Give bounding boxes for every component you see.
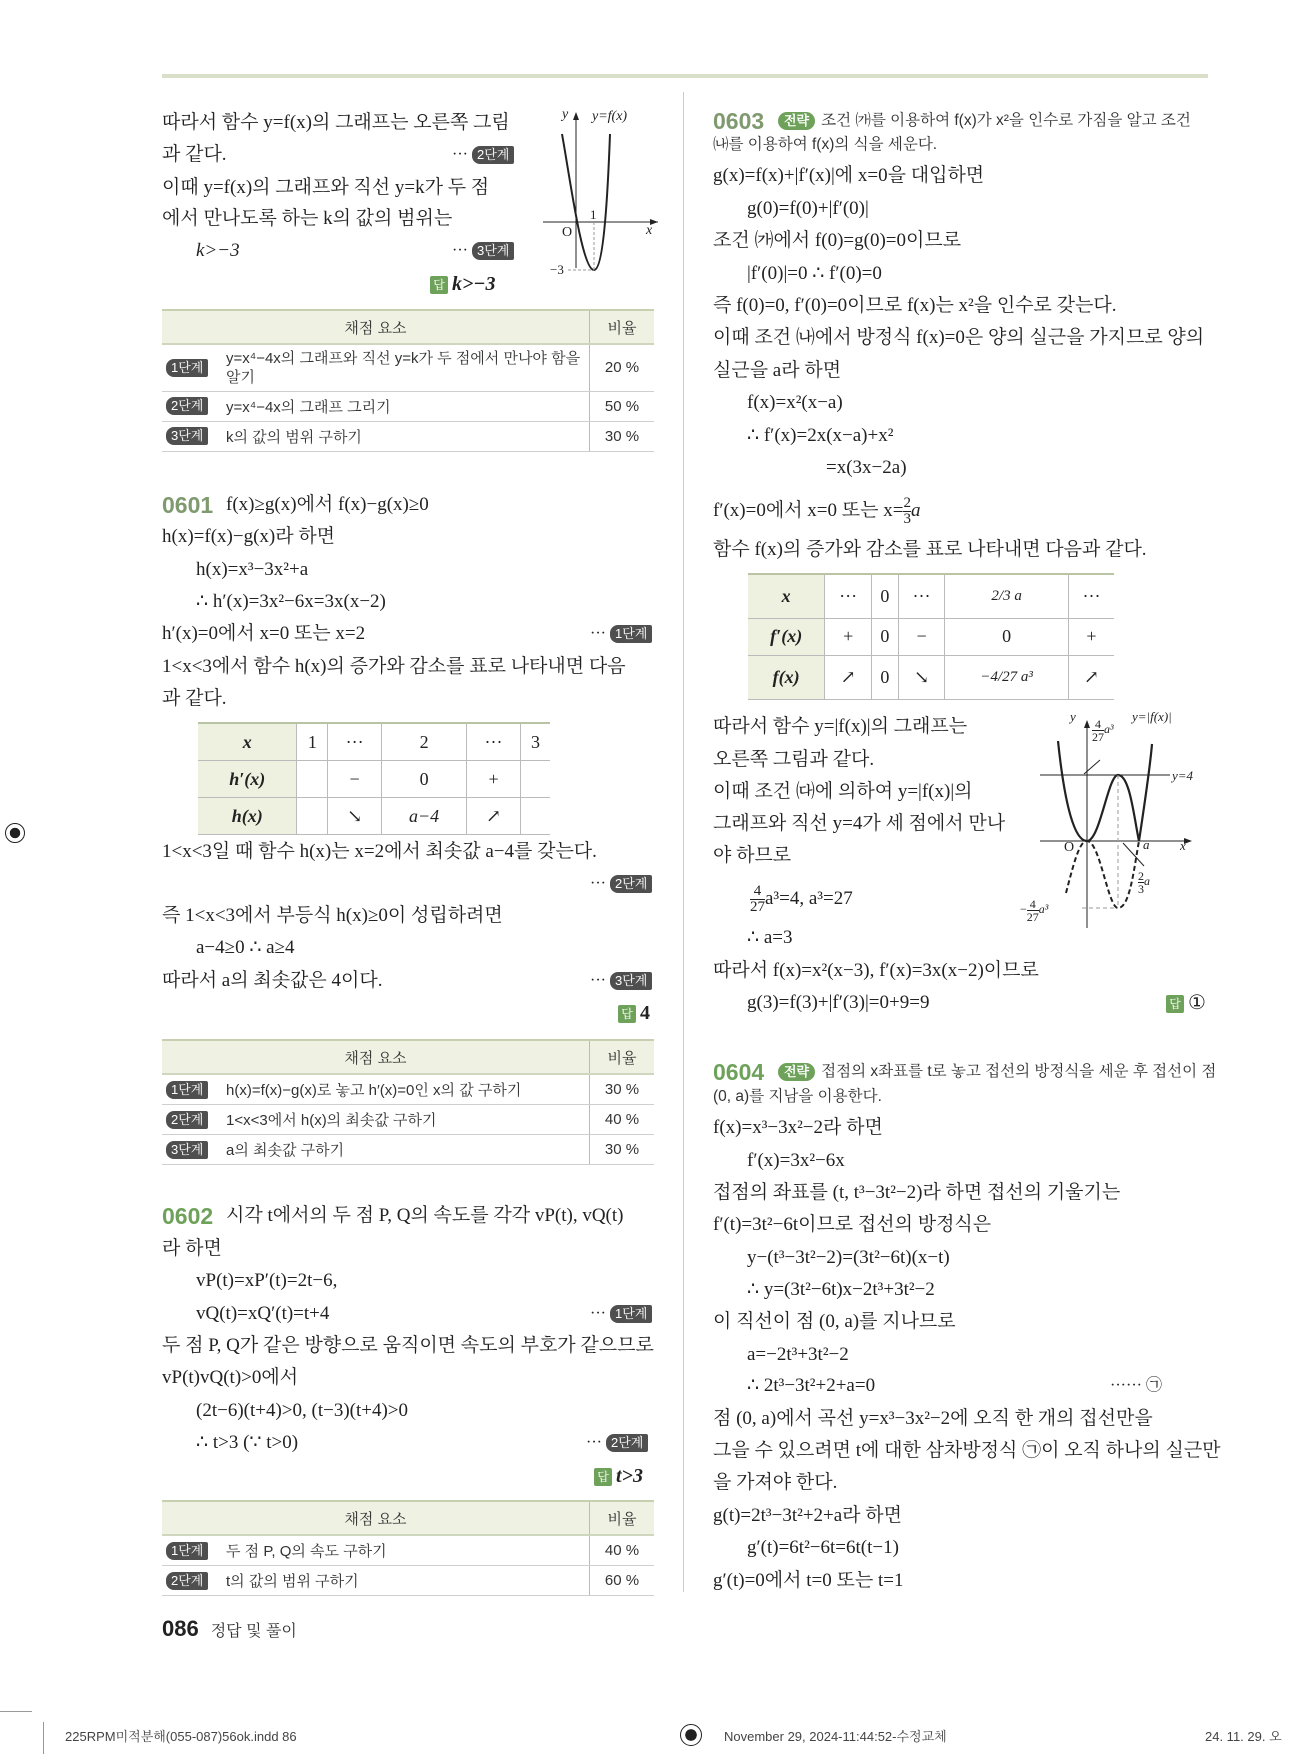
text-line: 이때 조건 ㈐에 의하여 y=|f(x)|의 bbox=[713, 781, 973, 802]
step-tag: 2단계 bbox=[166, 397, 208, 415]
cell: 0 bbox=[945, 618, 1069, 655]
criteria: 알기 bbox=[226, 368, 255, 386]
step-tag: 2단계 bbox=[166, 1111, 208, 1129]
answer-value: k>−3 bbox=[452, 273, 496, 295]
cell: 1 bbox=[297, 723, 328, 761]
answer-icon: 답 bbox=[430, 276, 448, 294]
cell: ··· bbox=[825, 574, 872, 618]
text-line: 즉 1<x<3에서 부등식 h(x)≥0이 성립하려면 bbox=[162, 905, 503, 926]
text-line: 과 같다. bbox=[162, 688, 227, 709]
header-criteria: 채점 요소 bbox=[162, 1040, 590, 1074]
criteria: 두 점 P, Q의 속도 구하기 bbox=[222, 1535, 590, 1566]
scoring-table bbox=[162, 1500, 654, 1596]
y-axis-arrow-icon bbox=[573, 112, 579, 120]
header-ratio: 비율 bbox=[590, 1040, 655, 1074]
cell: 2 bbox=[382, 723, 467, 761]
step-marker: ··· 2단계 bbox=[590, 871, 652, 897]
top-rule bbox=[162, 74, 1208, 78]
denominator: 27 bbox=[1092, 729, 1104, 744]
leader-line bbox=[1084, 760, 1100, 774]
math-line: a=−2t³+3t²−2 bbox=[747, 1344, 849, 1365]
ratio: 50 % bbox=[590, 391, 655, 421]
print-info-date: 24. 11. 29. 오 bbox=[1205, 1729, 1282, 1744]
math-line: ∴ t>3 (∵ t>0) bbox=[196, 1432, 299, 1453]
numerator: 2 bbox=[1138, 868, 1144, 883]
ratio: 30 % bbox=[590, 1135, 655, 1165]
cell: + bbox=[825, 618, 872, 655]
page-footer bbox=[162, 1616, 297, 1642]
math-line: h(x)=x³−3x²+a bbox=[196, 559, 309, 580]
cell: 3 bbox=[520, 723, 550, 761]
denominator: 3 bbox=[903, 511, 911, 527]
ratio: 40 % bbox=[590, 1105, 655, 1135]
header-ratio: 비율 bbox=[590, 310, 655, 344]
variation-table bbox=[748, 573, 1114, 700]
cell bbox=[520, 798, 550, 835]
answer bbox=[1166, 990, 1206, 1016]
cell: ··· bbox=[467, 723, 521, 761]
criteria: t의 값의 범위 구하기 bbox=[222, 1566, 590, 1596]
graph-f bbox=[540, 108, 660, 278]
cell: ↗ bbox=[467, 798, 521, 835]
table-row bbox=[198, 761, 550, 798]
text-line: 함수 f(x)의 증가와 감소를 표로 나타내면 다음과 같다. bbox=[713, 539, 1147, 560]
numerator: 4 bbox=[1029, 896, 1036, 911]
step-tag: 1단계 bbox=[610, 625, 652, 643]
leader-line bbox=[1123, 843, 1144, 866]
text-line: 시각 t에서의 두 점 P, Q의 속도를 각각 vP(t), vQ(t) bbox=[226, 1205, 624, 1226]
table-row bbox=[198, 798, 550, 835]
curve-solid bbox=[1058, 741, 1152, 841]
step-tag: 1단계 bbox=[166, 1542, 208, 1560]
cell: − bbox=[328, 761, 382, 798]
answer bbox=[594, 1463, 643, 1489]
equation-marker: ······ ㉠ bbox=[1110, 1377, 1162, 1394]
table-row bbox=[162, 344, 654, 391]
text-line: 라 하면 bbox=[162, 1238, 222, 1259]
print-info-file: 225RPM미적분해(055-087)56ok.indd 86 bbox=[65, 1729, 297, 1744]
math-line: g′(t)=6t²−6t=6t(t−1) bbox=[747, 1537, 899, 1558]
text-line: 두 점 P, Q가 같은 방향으로 움직이면 속도의 부호가 같으므로 bbox=[162, 1335, 654, 1356]
max-label bbox=[1092, 716, 1114, 743]
cell: ↗ bbox=[825, 655, 872, 699]
table-row bbox=[162, 1105, 654, 1135]
table-row bbox=[748, 618, 1114, 655]
denominator: 3 bbox=[1138, 881, 1144, 896]
math-text: a³=4, a³=27 bbox=[765, 887, 853, 909]
cell: ↘ bbox=[328, 798, 382, 835]
ratio: 40 % bbox=[590, 1535, 655, 1566]
step-tag: 3단계 bbox=[166, 1141, 208, 1159]
text-line: 따라서 a의 최솟값은 4이다. bbox=[162, 970, 383, 991]
text-line: g(x)=f(x)+|f′(x)|에 x=0을 대입하면 bbox=[713, 165, 985, 186]
cell: 0 bbox=[872, 574, 899, 618]
cell: ··· bbox=[898, 574, 945, 618]
cell: + bbox=[467, 761, 521, 798]
ratio: 20 % bbox=[590, 344, 655, 391]
crop-mark bbox=[43, 1722, 44, 1754]
header-criteria: 채점 요소 bbox=[162, 310, 590, 344]
text: f′(x)=0에서 x=0 또는 x= bbox=[713, 499, 904, 521]
strategy-text: 접점의 x좌표를 t로 놓고 접선의 방정식을 세운 후 접선이 점 bbox=[821, 1063, 1217, 1080]
curve-dashed bbox=[1066, 841, 1139, 908]
text-line: h′(x)=0에서 x=0 또는 x=2 bbox=[162, 623, 366, 644]
curve bbox=[562, 134, 610, 270]
strategy-line bbox=[778, 108, 1191, 134]
answer bbox=[430, 271, 496, 297]
numerator: 4 bbox=[1095, 716, 1101, 731]
text-line: 이때 조건 ㈏에서 방정식 f(x)=0은 양의 실근을 가지므로 양의 bbox=[713, 327, 1205, 348]
math-line: f(x)=x²(x−a) bbox=[747, 392, 843, 413]
math-line: |f′(0)|=0 ∴ f′(0)=0 bbox=[747, 263, 882, 284]
answer-icon: 답 bbox=[1166, 995, 1184, 1013]
cell bbox=[297, 798, 328, 835]
table-row bbox=[198, 723, 550, 761]
text-line: 점 (0, a)에서 곡선 y=x³−3x²−2에 오직 한 개의 접선만을 bbox=[713, 1408, 1153, 1429]
step-tag: 2단계 bbox=[606, 1434, 648, 1452]
cell: − bbox=[898, 618, 945, 655]
answer-icon: 답 bbox=[594, 1468, 612, 1486]
step-marker: ··· 1단계 bbox=[590, 1301, 652, 1327]
cell: x bbox=[748, 574, 825, 618]
registration-mark-icon bbox=[680, 1724, 702, 1746]
cell bbox=[297, 761, 328, 798]
step-tag: 2단계 bbox=[610, 875, 652, 893]
step-marker: ··· 3단계 bbox=[590, 968, 652, 994]
criteria: h(x)=f(x)−g(x)로 놓고 h′(x)=0인 x의 값 구하기 bbox=[222, 1074, 590, 1105]
text-line: 실근을 a라 하면 bbox=[713, 360, 842, 381]
curve-label: y=|f(x)| bbox=[1132, 709, 1172, 724]
answer-value: 4 bbox=[640, 1002, 650, 1024]
step-marker: ··· 2단계 bbox=[586, 1430, 648, 1456]
answer bbox=[618, 1000, 650, 1026]
step-tag: 1단계 bbox=[166, 359, 208, 377]
dots: ··· bbox=[452, 146, 468, 163]
answer-value: t>3 bbox=[616, 1465, 643, 1487]
table-row bbox=[162, 421, 654, 451]
y-axis-arrow-icon bbox=[1084, 720, 1090, 728]
x-axis-label: x bbox=[1180, 838, 1186, 853]
ratio: 60 % bbox=[590, 1566, 655, 1596]
fraction bbox=[903, 496, 911, 527]
numerator: 4 bbox=[753, 883, 762, 899]
variation-table bbox=[198, 722, 550, 835]
text-line: f(x)≥g(x)에서 f(x)−g(x)≥0 bbox=[226, 494, 429, 515]
text-line: 그을 수 있으려면 t에 대한 삼차방정식 ㉠이 오직 하나의 실근만 bbox=[713, 1440, 1221, 1461]
text-line: 1<x<3일 때 함수 h(x)는 x=2에서 최솟값 a−4를 갖는다. bbox=[162, 841, 597, 862]
step-tag: 3단계 bbox=[472, 242, 514, 260]
vertex-x-label bbox=[1138, 868, 1150, 895]
math-line: g(3)=f(3)+|f′(3)|=0+9=9 bbox=[747, 992, 930, 1013]
math-line: vQ(t)=xQ′(t)=t+4 bbox=[196, 1303, 330, 1324]
cell: + bbox=[1068, 618, 1114, 655]
origin-label: O bbox=[1064, 840, 1075, 855]
strategy-badge: 전략 bbox=[778, 1063, 815, 1081]
cell: ↗ bbox=[1068, 655, 1114, 699]
math-line: ∴ h′(x)=3x²−6x=3x(x−2) bbox=[196, 591, 386, 612]
text-line: 에서 만나도록 하는 k의 값의 범위는 bbox=[162, 208, 453, 229]
cell: ··· bbox=[1068, 574, 1114, 618]
criteria: k의 값의 범위 구하기 bbox=[222, 421, 590, 451]
text-line: 야 하므로 bbox=[713, 845, 792, 866]
text-line: 과 같다. bbox=[162, 144, 227, 165]
variable: a³ bbox=[1038, 902, 1049, 916]
header-criteria: 채점 요소 bbox=[162, 1501, 590, 1535]
graph-abs-f bbox=[1020, 708, 1210, 930]
tick-label: 1 bbox=[590, 207, 597, 222]
text-line: 조건 ㈎에서 f(0)=g(0)=0이므로 bbox=[713, 230, 962, 251]
math-line: g(0)=f(0)+|f′(0)| bbox=[747, 198, 869, 219]
numerator: 2 bbox=[903, 495, 911, 511]
table-row bbox=[748, 574, 1114, 618]
section-title: 정답 및 풀이 bbox=[210, 1623, 297, 1640]
cell: h′(x) bbox=[198, 761, 297, 798]
cell: ··· bbox=[328, 723, 382, 761]
text-line: 이 직선이 점 (0, a)를 지나므로 bbox=[713, 1311, 956, 1332]
cell: 0 bbox=[872, 655, 899, 699]
math-line: ∴ a=3 bbox=[747, 927, 793, 948]
strategy-badge: 전략 bbox=[778, 112, 815, 130]
ratio: 30 % bbox=[590, 421, 655, 451]
denominator: 27 bbox=[1026, 909, 1039, 924]
text-line: 즉 f(0)=0, f′(0)=0이므로 f(x)는 x²을 인수로 갖는다. bbox=[713, 295, 1117, 316]
scoring-table bbox=[162, 309, 654, 452]
y-axis-label: y bbox=[562, 107, 569, 122]
fraction bbox=[750, 884, 765, 915]
step-tag: 3단계 bbox=[610, 972, 652, 990]
crop-mark bbox=[0, 1711, 32, 1712]
x-axis-label: x bbox=[646, 223, 653, 238]
cell: 0 bbox=[382, 761, 467, 798]
variable: a³ bbox=[1104, 722, 1114, 736]
dots: ··· bbox=[452, 242, 468, 259]
denominator: 27 bbox=[750, 899, 765, 915]
graph-f-svg bbox=[540, 108, 660, 278]
text-line: g′(t)=0에서 t=0 또는 t=1 bbox=[713, 1570, 904, 1591]
variable: a bbox=[910, 499, 921, 521]
table-row bbox=[162, 1074, 654, 1105]
tick-label: a bbox=[1143, 837, 1150, 852]
step-marker: ··· 1단계 bbox=[590, 621, 652, 647]
column-divider bbox=[683, 92, 684, 1592]
text-line bbox=[713, 496, 920, 527]
text-line: 따라서 함수 y=f(x)의 그래프는 오른쪽 그림 bbox=[162, 112, 510, 133]
step-tag: 2단계 bbox=[166, 1572, 208, 1590]
math-line: k>−3 bbox=[196, 240, 240, 261]
step-tag: 3단계 bbox=[166, 427, 208, 445]
step-marker bbox=[452, 142, 514, 168]
scoring-table bbox=[162, 1039, 654, 1165]
text-line: 따라서 함수 y=|f(x)|의 그래프는 bbox=[713, 716, 968, 737]
cell: ↘ bbox=[898, 655, 945, 699]
criteria: y=x⁴−4x의 그래프 그리기 bbox=[222, 391, 590, 421]
min-label bbox=[1020, 896, 1048, 923]
math-line: =x(3x−2a) bbox=[826, 457, 907, 478]
step-tag: 1단계 bbox=[166, 1081, 208, 1099]
criteria: a의 최솟값 구하기 bbox=[222, 1135, 590, 1165]
criteria: 1<x<3에서 h(x)의 최솟값 구하기 bbox=[222, 1105, 590, 1135]
math-line: vP(t)=xP′(t)=2t−6, bbox=[196, 1270, 338, 1291]
text-line: h(x)=f(x)−g(x)라 하면 bbox=[162, 526, 336, 547]
math-line: a−4≥0 ∴ a≥4 bbox=[196, 937, 295, 958]
origin-label: O bbox=[562, 225, 573, 240]
step-marker bbox=[452, 238, 514, 264]
math-line: ∴ y=(3t²−6t)x−2t³+3t²−2 bbox=[747, 1279, 935, 1300]
cell: h(x) bbox=[198, 798, 297, 835]
line-label: y=4 bbox=[1172, 768, 1194, 783]
problem-number: 0601 bbox=[162, 492, 214, 518]
curve-label: y=f(x) bbox=[592, 109, 628, 124]
graph-abs-f-svg bbox=[1020, 708, 1210, 930]
cell: a−4 bbox=[382, 798, 467, 835]
cell: 0 bbox=[872, 618, 899, 655]
math-line: ∴ 2t³−3t²+2+a=0 bbox=[747, 1375, 876, 1396]
criteria: y=x⁴−4x의 그래프와 직선 y=k가 두 점에서 만나야 함을 bbox=[226, 349, 581, 367]
tick-label: −3 bbox=[550, 262, 564, 277]
text-line: 접점의 좌표를 (t, t³−3t²−2)라 하면 접선의 기울기는 bbox=[713, 1182, 1121, 1203]
answer-icon: 답 bbox=[618, 1005, 636, 1023]
text-line: 따라서 f(x)=x²(x−3), f′(x)=3x(x−2)이므로 bbox=[713, 960, 1039, 981]
strategy-text: 조건 ㈎를 이용하여 f(x)가 x²을 인수로 가짐을 알고 조건 bbox=[821, 112, 1191, 129]
answer-value: ① bbox=[1188, 992, 1206, 1014]
cell: f(x) bbox=[748, 655, 825, 699]
text-line: 그래프와 직선 y=4가 세 점에서 만나 bbox=[713, 813, 1006, 834]
ratio: 30 % bbox=[590, 1074, 655, 1105]
minus-sign: − bbox=[1020, 902, 1027, 916]
math-line: f′(x)=3x²−6x bbox=[747, 1150, 845, 1171]
problem-number: 0602 bbox=[162, 1203, 214, 1229]
text-line: 1<x<3에서 함수 h(x)의 증가와 감소를 표로 나타내면 다음 bbox=[162, 656, 626, 677]
text-line: 을 가져야 한다. bbox=[713, 1472, 838, 1493]
table-row bbox=[748, 655, 1114, 699]
strategy-line: ㈏를 이용하여 f(x)의 식을 세운다. bbox=[713, 136, 938, 153]
problem-number: 0604 bbox=[713, 1059, 765, 1085]
step-tag: 2단계 bbox=[472, 146, 514, 164]
text-line: vP(t)vQ(t)>0에서 bbox=[162, 1367, 299, 1388]
registration-mark-icon bbox=[5, 823, 25, 843]
strategy-line: (0, a)를 지남을 이용한다. bbox=[713, 1088, 882, 1105]
table-row bbox=[162, 391, 654, 421]
page-number: 086 bbox=[162, 1616, 199, 1641]
cell: −4/27 a³ bbox=[945, 655, 1069, 699]
math-line: y−(t³−3t²−2)=(3t²−6t)(x−t) bbox=[747, 1247, 950, 1268]
step-tag: 1단계 bbox=[610, 1305, 652, 1323]
variable: a bbox=[1144, 874, 1150, 888]
table-row bbox=[162, 1535, 654, 1566]
math-line bbox=[750, 884, 853, 915]
y-axis-label: y bbox=[1070, 709, 1076, 724]
cell: f′(x) bbox=[748, 618, 825, 655]
problem-number: 0603 bbox=[713, 108, 765, 134]
print-info-timestamp: November 29, 2024-11:44:52-수정교체 bbox=[724, 1729, 947, 1744]
strategy-line bbox=[778, 1059, 1216, 1085]
cell: 2/3 a bbox=[945, 574, 1069, 618]
text-line: f′(t)=3t²−6t이므로 접선의 방정식은 bbox=[713, 1214, 992, 1235]
text-line: 이때 y=f(x)의 그래프와 직선 y=k가 두 점 bbox=[162, 177, 490, 198]
text-line: f(x)=x³−3x²−2라 하면 bbox=[713, 1117, 883, 1138]
text-line: g(t)=2t³−3t²+2+a라 하면 bbox=[713, 1505, 902, 1526]
math-line: (2t−6)(t+4)>0, (t−3)(t+4)>0 bbox=[196, 1400, 409, 1421]
table-row bbox=[162, 1566, 654, 1596]
math-line: ∴ f′(x)=2x(x−a)+x² bbox=[747, 425, 894, 446]
cell: x bbox=[198, 723, 297, 761]
table-row bbox=[162, 1135, 654, 1165]
header-ratio: 비율 bbox=[590, 1501, 655, 1535]
cell bbox=[520, 761, 550, 798]
text-line: 오른쪽 그림과 같다. bbox=[713, 749, 875, 770]
